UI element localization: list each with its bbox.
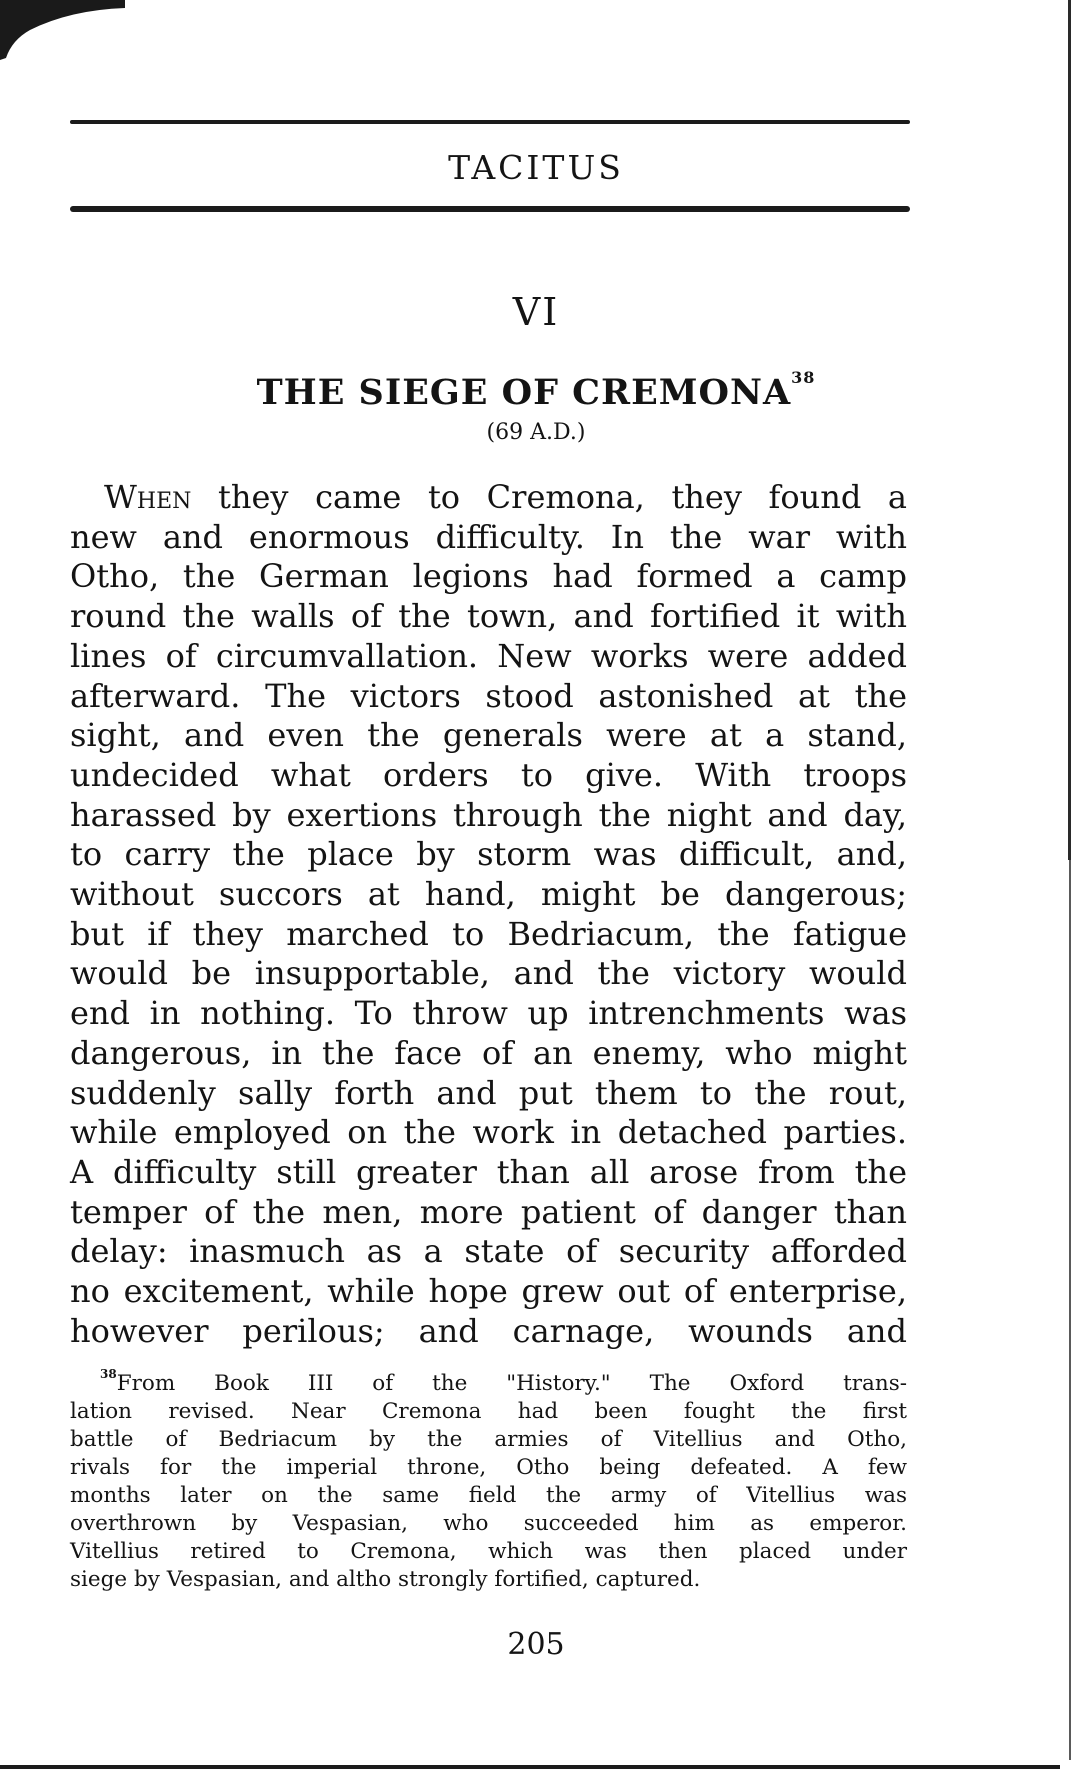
chapter-footnote-marker: 38 bbox=[791, 368, 816, 388]
body-line: but if they marched to Bedriacum, the fatigue bbox=[70, 914, 907, 953]
scan-page-edge bbox=[1062, 0, 1072, 1777]
body-line: while employed on the work in detached parties. bbox=[70, 1113, 907, 1152]
body-line: afterward. The victors stood astonished at the bbox=[70, 676, 907, 715]
body-line: dangerous, in the face of an enemy, who might bbox=[70, 1033, 907, 1072]
body-line: end in nothing. To throw up intrenchments was bbox=[70, 994, 907, 1033]
body-line: round the walls of the town, and fortified it with bbox=[70, 597, 907, 636]
body-line: Otho, the German legions had formed a camp bbox=[70, 557, 907, 596]
body-line: delay: inasmuch as a state of security afforded bbox=[70, 1232, 907, 1271]
page-number: 205 bbox=[507, 1627, 565, 1662]
chapter-title-text: THE SIEGE OF CREMONA bbox=[256, 372, 792, 413]
body-line: A difficulty still greater than all arose from the bbox=[70, 1152, 907, 1191]
body-line: without succors at hand, might be dangerous; bbox=[70, 875, 907, 914]
body-line: however perilous; and carnage, wounds and bbox=[70, 1311, 907, 1350]
footnote-line: lation revised. Near Cremona had been fought the first bbox=[70, 1399, 907, 1425]
header-rule-top bbox=[70, 120, 910, 124]
body-line: lines of circumvallation. New works were added bbox=[70, 636, 907, 675]
body-line: undecided what orders to give. With troops bbox=[70, 755, 907, 794]
body-line: would be insupportable, and the victory would bbox=[70, 954, 907, 993]
lead-word: When bbox=[104, 478, 192, 516]
body-line: harassed by exertions through the night and day, bbox=[70, 795, 907, 834]
body-line: temper of the men, more patient of danger than bbox=[70, 1192, 907, 1231]
footnote-line: months later on the same field the army of Vitellius was bbox=[70, 1483, 907, 1509]
footnote-line: siege by Vespasian, and altho strongly fortified, captured. bbox=[70, 1567, 701, 1593]
footnote-line: rivals for the imperial throne, Otho being defeated. A few bbox=[70, 1455, 907, 1481]
body-paragraph bbox=[70, 478, 907, 1351]
running-title: TACITUS bbox=[448, 148, 624, 187]
footnote-line: overthrown by Vespasian, who succeeded him as emperor. bbox=[70, 1511, 907, 1537]
body-line: suddenly sally forth and put them to the rout, bbox=[70, 1073, 907, 1112]
footnote-line: $^{38}$From Book III of the "History." The Oxford trans- bbox=[100, 1367, 907, 1397]
scan-corner-mark bbox=[0, 0, 125, 60]
footnote bbox=[70, 1364, 907, 1594]
body-line: no excitement, while hope grew out of enterprise, bbox=[70, 1272, 907, 1311]
body-line: to carry the place by storm was difficult, and, bbox=[70, 835, 907, 874]
header-rule-bottom bbox=[70, 206, 910, 212]
footnote-line: battle of Bedriacum by the armies of Vitellius and Otho, bbox=[70, 1427, 907, 1453]
chapter-date: (69 A.D.) bbox=[486, 420, 586, 445]
footnote-line: Vitellius retired to Cremona, which was then placed under bbox=[70, 1539, 907, 1565]
bottom-edge-rule bbox=[0, 1765, 1060, 1769]
footnote-marker: 38 bbox=[100, 1367, 117, 1381]
body-line: sight, and even the generals were at a stand, bbox=[70, 716, 907, 755]
chapter-number: VI bbox=[512, 290, 560, 334]
body-line: When they came to Cremona, they found a bbox=[104, 478, 907, 516]
chapter-title bbox=[0, 368, 1072, 413]
body-line: new and enormous difficulty. In the war with bbox=[70, 517, 907, 556]
